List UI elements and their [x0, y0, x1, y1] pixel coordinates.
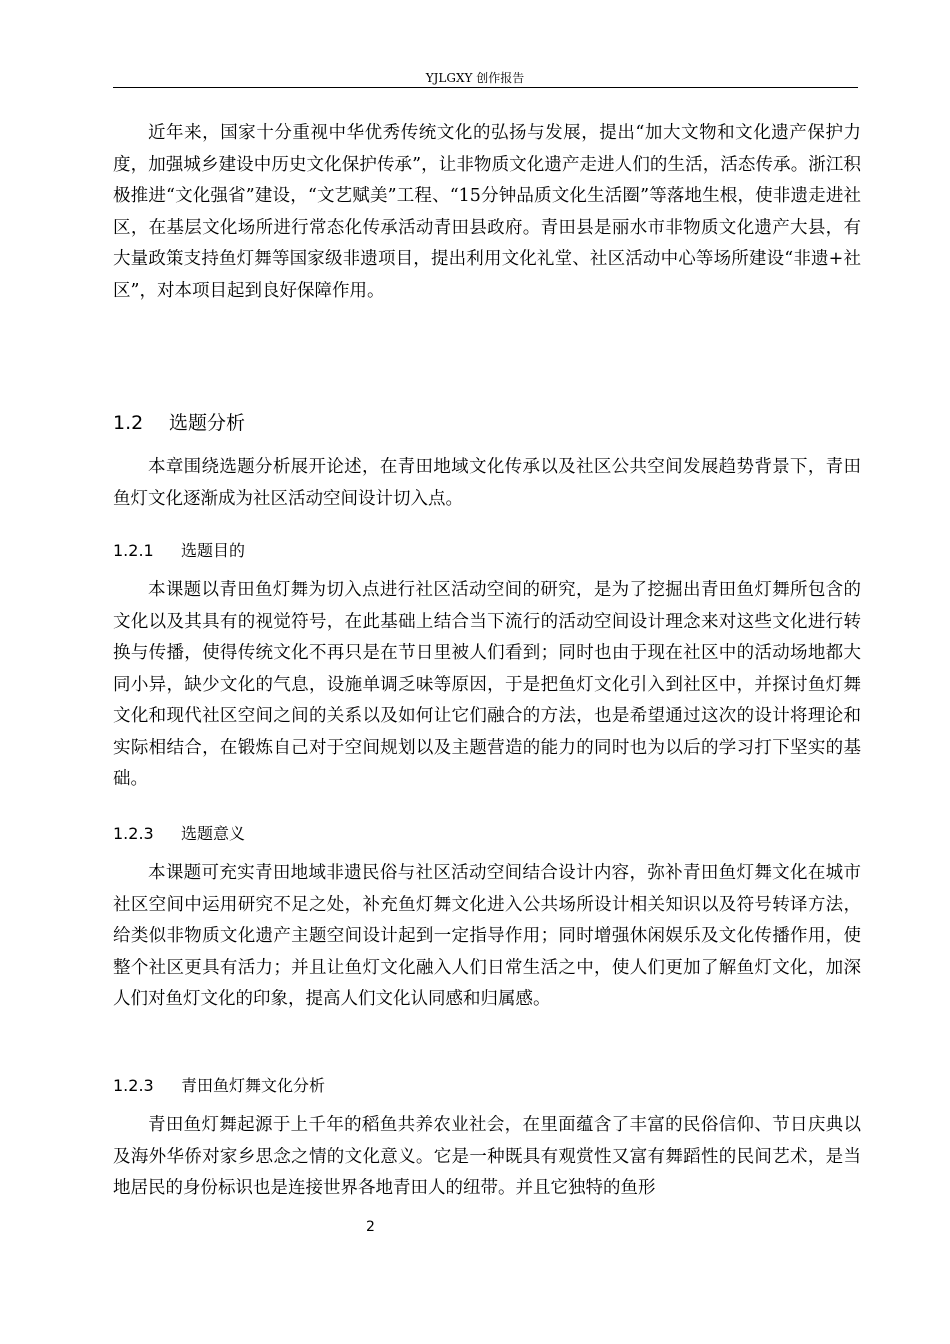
subsection-number: 1.2.3 — [113, 824, 154, 843]
subsection-title: 青田鱼灯舞文化分析 — [181, 1076, 326, 1095]
paragraph-intro: 近年来，国家十分重视中华优秀传统文化的弘扬与发展，提出“加大文物和文化遗产保护力度，加强城乡建设中历史文化保护传承”，让非物质文化遗产走进人们的生活，活态传承。浙江积极推进“文化强省”建设，“文艺赋美”工程、“15分钟品质文化生活圈”等落地生根，使非遗走进社区，在基层文化场所进行常态化传承活动青田县政府。青田县是丽水市非物质文化遗产大县，有大量政策支持鱼灯舞等国家级非遗项目，提出利用文化礼堂、社区活动中心等场所建设“非遗+社区”，对本项目起到良好保障作用。 — [113, 123, 861, 301]
paragraph-fishlamp: 青田鱼灯舞起源于上千年的稻鱼共养农业社会，在里面蕴含了丰富的民俗信仰、节日庆典以及海外华侨对家乡思念之情的文化意义。它是一种既具有观赏性又富有舞蹈性的民间艺术，是当地居民的身份标识也是连接世界各地青田人的纽带。并且它独特的鱼形 — [113, 1115, 861, 1198]
paragraph-purpose: 本课题以青田鱼灯舞为切入点进行社区活动空间的研究，是为了挖掘出青田鱼灯舞所包含的文化以及其具有的视觉符号，在此基础上结合当下流行的活动空间设计理念来对这些文化进行转换与传播，使得传统文化不再只是在节日里被人们看到；同时也由于现在社区中的活动场地都大同小异，缺少文化的气息，设施单调乏味等原因，于是把鱼灯文化引入到社区中，并探讨鱼灯舞文化和现代社区空间之间的关系以及如何让它们融合的方法，也是希望通过这次的设计将理论和实际相结合，在锻炼自己对于空间规划以及主题营造的能力的同时也为以后的学习打下坚实的基础。 — [113, 580, 861, 789]
page-header: YJLGXY 创作报告 — [425, 71, 525, 85]
subsection-number: 1.2.3 — [113, 1076, 154, 1095]
subsection-number: 1.2.1 — [113, 541, 154, 560]
header-rule — [113, 87, 858, 88]
subsection-heading-fishlamp — [113, 1072, 325, 1100]
page-number: 2 — [366, 1219, 375, 1235]
section-title: 选题分析 — [169, 412, 246, 434]
section-number: 1.2 — [113, 412, 144, 434]
subsection-title: 选题意义 — [181, 824, 246, 843]
subsection-heading-meaning — [113, 820, 245, 848]
subsection-heading-purpose — [113, 537, 245, 565]
paragraph-analysis: 本章围绕选题分析展开论述，在青田地域文化传承以及社区公共空间发展趋势背景下，青田鱼灯文化逐渐成为社区活动空间设计切入点。 — [113, 457, 861, 509]
paragraph-meaning: 本课题可充实青田地域非遗民俗与社区活动空间结合设计内容，弥补青田鱼灯舞文化在城市社区空间中运用研究不足之处，补充鱼灯舞文化进入公共场所设计相关知识以及符号转译方法，给类似非物质文化遗产主题空间设计起到一定指导作用；同时增强休闲娱乐及文化传播作用，使整个社区更具有活力；并且让鱼灯文化融入人们日常生活之中，使人们更加了解鱼灯文化，加深人们对鱼灯文化的印象，提高人们文化认同感和归属感。 — [113, 863, 861, 1009]
section-heading-1-2 — [113, 408, 245, 438]
subsection-title: 选题目的 — [181, 541, 246, 560]
